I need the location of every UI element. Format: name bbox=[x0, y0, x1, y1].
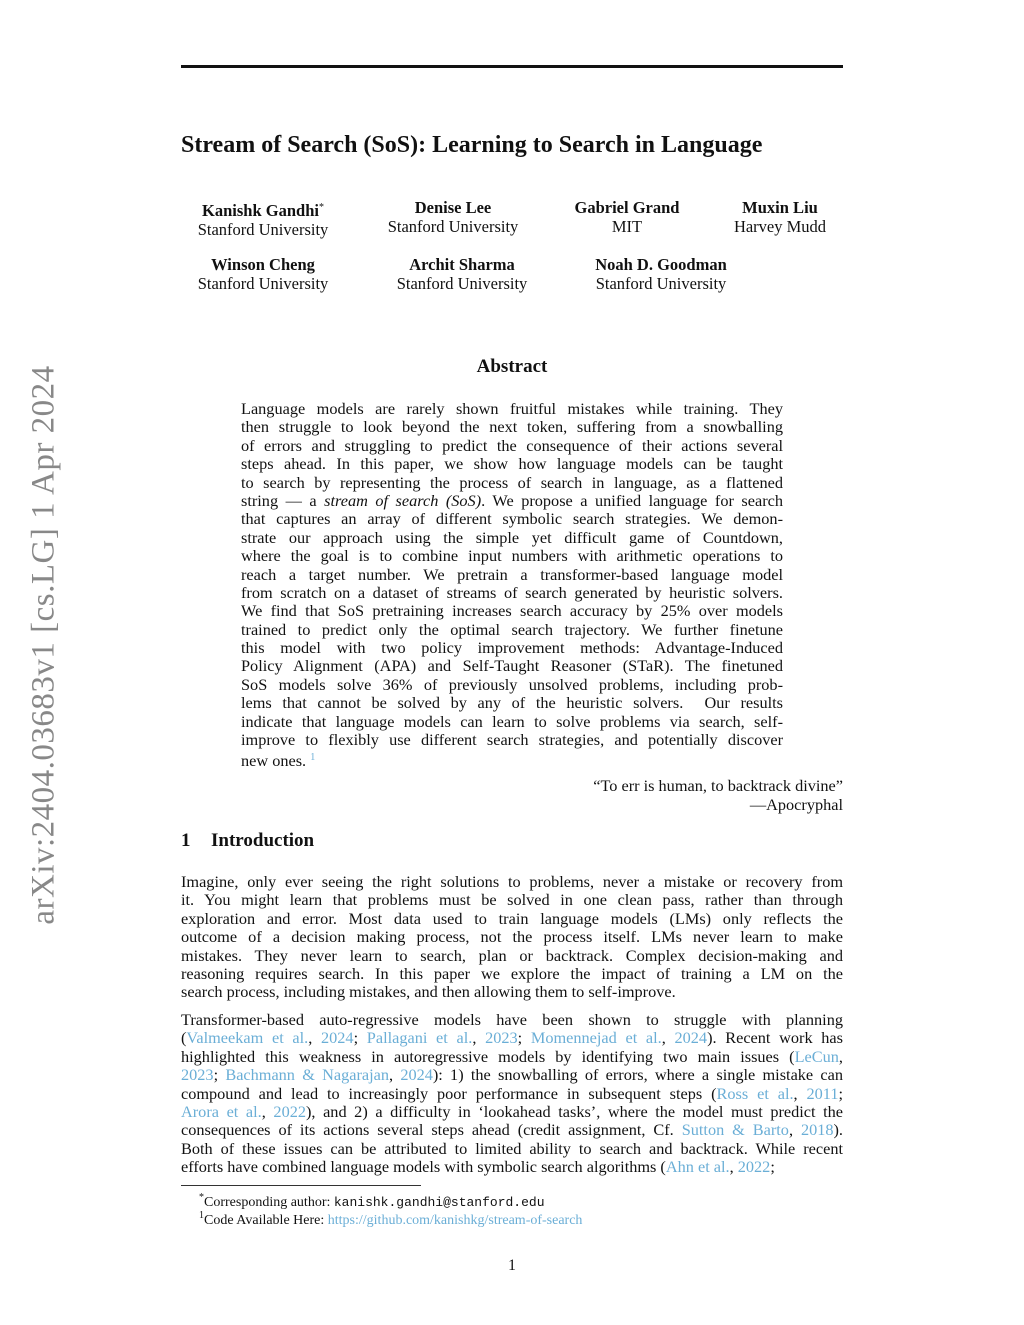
citation-link[interactable]: 2024 bbox=[674, 1028, 708, 1048]
text-line bbox=[241, 749, 783, 771]
text-segment: reasoning requires search. In this paper we explore the impact of training a LM on the bbox=[181, 963, 843, 983]
text-segment: ). Recent work has bbox=[707, 1028, 843, 1048]
text-segment: efforts have combined language models with symbolic search algorithms ( bbox=[181, 1157, 666, 1177]
text-segment: steps ahead. In this paper, we show how language models can be taught bbox=[241, 454, 783, 474]
text-line bbox=[181, 1085, 843, 1103]
citation-link[interactable]: 2023 bbox=[485, 1028, 518, 1048]
intro-paragraph-2 bbox=[181, 1011, 843, 1177]
author-name: Noah D. Goodman bbox=[595, 255, 727, 274]
text-line bbox=[181, 1029, 843, 1047]
text-line bbox=[181, 1121, 843, 1139]
text-segment: ; bbox=[770, 1157, 775, 1177]
text-segment: , bbox=[788, 1120, 801, 1140]
text-segment: Both of these issues can be attributed to limited ability to search and backtrack. While recent bbox=[181, 1138, 843, 1158]
section-number: 1 bbox=[181, 830, 191, 851]
text-segment: ; bbox=[213, 1065, 226, 1085]
text-line bbox=[181, 1140, 843, 1158]
author bbox=[163, 198, 363, 239]
author-affiliation: Stanford University bbox=[396, 274, 528, 293]
text-line bbox=[241, 566, 783, 584]
text-segment: strate our approach using the simple yet difficult game of Countdown, bbox=[241, 527, 783, 547]
text-segment: , bbox=[261, 1101, 274, 1121]
author-name: Denise Lee bbox=[414, 198, 492, 217]
citation-link[interactable]: Momennejad et al. bbox=[530, 1028, 662, 1048]
citation-link[interactable]: 2024 bbox=[400, 1065, 433, 1085]
text-line bbox=[241, 547, 783, 565]
text-line bbox=[181, 910, 843, 928]
abstract-heading: Abstract bbox=[476, 356, 548, 377]
text-line bbox=[241, 713, 783, 731]
text-segment: where the goal is to combine input numbers with arithmetic operations to bbox=[241, 546, 783, 566]
text-segment: Policy Alignment (APA) and Self-Taught Reasoner (STaR). The finetuned bbox=[241, 656, 783, 676]
author bbox=[561, 255, 761, 293]
text-line bbox=[181, 965, 843, 983]
text-line bbox=[181, 1103, 843, 1121]
text-line bbox=[241, 694, 783, 712]
footnote-text: Code Available Here: bbox=[204, 1213, 328, 1228]
text-line bbox=[241, 621, 783, 639]
text-segment: lems that cannot be solved by any of the heuristic solvers. Our results bbox=[241, 693, 783, 713]
text-segment: ; bbox=[838, 1083, 843, 1103]
text-line bbox=[181, 1158, 843, 1176]
author bbox=[353, 198, 553, 236]
text-segment: , bbox=[389, 1065, 401, 1085]
text-segment: string — a bbox=[241, 490, 325, 510]
text-segment: search process, including mistakes, and then allowing them to self-improve. bbox=[181, 982, 676, 1002]
epigraph-quote: “To err is human, to backtrack divine” bbox=[593, 776, 843, 795]
text-segment: ; bbox=[353, 1028, 367, 1048]
epigraph bbox=[593, 776, 843, 814]
text-segment: ). bbox=[833, 1120, 844, 1140]
author-affiliation: Stanford University bbox=[197, 274, 329, 293]
footnote-mark: 1 bbox=[199, 1210, 204, 1221]
text-line bbox=[241, 731, 783, 749]
text-line bbox=[241, 602, 783, 620]
author-mark: * bbox=[318, 202, 324, 213]
author-affiliation: Stanford University bbox=[197, 220, 329, 239]
text-segment: from scratch on a dataset of streams of search generated by heuristic solvers. bbox=[241, 582, 783, 602]
text-segment: exploration and error. Most data used to train language models (LMs) only reflects the bbox=[181, 908, 843, 928]
author bbox=[680, 198, 880, 236]
text-line bbox=[241, 437, 783, 455]
text-segment: Language models are rarely shown fruitful mistakes while training. They bbox=[241, 399, 783, 418]
author-affiliation: MIT bbox=[611, 217, 643, 236]
text-segment: improve to flexibly use different search strategies, and potentially discover bbox=[241, 730, 783, 750]
citation-link[interactable]: Valmeekam et al. bbox=[186, 1028, 309, 1048]
footnote-rule bbox=[181, 1185, 421, 1186]
text-line bbox=[241, 584, 783, 602]
arxiv-identifier: arXiv:2404.03683v1 [cs.LG] 1 Apr 2024 bbox=[25, 365, 62, 925]
text-segment: mistakes. They never learn to search, plan or backtrack. Complex decision-making and bbox=[181, 945, 843, 965]
page-number: 1 bbox=[508, 1257, 516, 1274]
text-segment: ( bbox=[181, 1028, 187, 1048]
footnote-mark: * bbox=[199, 1192, 204, 1203]
abstract-body bbox=[241, 399, 783, 771]
section-title: Introduction bbox=[211, 830, 315, 851]
author bbox=[362, 255, 562, 293]
text-line bbox=[241, 639, 783, 657]
text-segment: stream of search (SoS) bbox=[324, 490, 482, 510]
citation-link[interactable]: 2022 bbox=[273, 1101, 306, 1121]
citation-link[interactable]: Arora et al. bbox=[181, 1101, 262, 1121]
text-segment: , bbox=[661, 1028, 675, 1048]
text-segment: highlighted this weakness in autoregressive models by identifying two main issues ( bbox=[181, 1046, 795, 1066]
citation-link[interactable]: 2022 bbox=[737, 1157, 771, 1177]
text-segment: this model with two policy improvement methods: Advantage-Induced bbox=[241, 638, 783, 658]
text-segment: then struggle to look beyond the next token, suffering from a snowballing bbox=[241, 417, 783, 437]
email-link[interactable]: kanishk.gandhi@stanford.edu bbox=[333, 1195, 545, 1210]
text-line bbox=[181, 891, 843, 909]
text-line bbox=[181, 1048, 843, 1066]
author-affiliation: Stanford University bbox=[595, 274, 727, 293]
footnote-code bbox=[199, 1207, 582, 1230]
author-affiliation: Harvey Mudd bbox=[733, 217, 827, 236]
text-segment: ; bbox=[517, 1028, 531, 1048]
text-segment: it. You might learn that problems must be solved in one clean pass, rather than through bbox=[181, 890, 843, 910]
text-line bbox=[241, 492, 783, 510]
text-segment: , bbox=[472, 1028, 486, 1048]
text-segment: ): 1) the snowballing of errors, where a single mistake can bbox=[432, 1065, 843, 1085]
text-segment: ), and 2) a difficulty in ‘lookahead tasks’, where the model must predict the bbox=[305, 1101, 844, 1121]
text-line bbox=[181, 928, 843, 946]
author bbox=[163, 255, 363, 293]
citation-link[interactable]: Sutton & Barto bbox=[681, 1120, 789, 1140]
text-segment: reach a target number. We pretrain a transformer-based language model bbox=[241, 564, 783, 584]
citation-link[interactable]: LeCun bbox=[794, 1046, 839, 1066]
text-line bbox=[241, 529, 783, 547]
github-link[interactable]: https://github.com/kanishkg/stream-of-search bbox=[327, 1213, 583, 1228]
text-segment: , bbox=[838, 1046, 843, 1066]
top-rule bbox=[181, 65, 843, 68]
text-line bbox=[241, 418, 783, 436]
citation-link[interactable]: 2024 bbox=[321, 1028, 354, 1048]
citation-link[interactable]: Ross et al. bbox=[716, 1083, 794, 1103]
citation-link[interactable]: 2011 bbox=[806, 1083, 839, 1103]
author-name: Gabriel Grand bbox=[574, 198, 680, 217]
text-line bbox=[241, 510, 783, 528]
text-line bbox=[241, 474, 783, 492]
citation-link[interactable]: Bachmann & Nagarajan bbox=[225, 1065, 389, 1085]
text-line bbox=[181, 1011, 843, 1029]
text-line bbox=[181, 947, 843, 965]
section-heading bbox=[181, 830, 314, 852]
text-segment: new ones. bbox=[241, 751, 311, 771]
text-segment: . We propose a unified language for search bbox=[481, 490, 783, 510]
text-segment: of errors and struggling to predict the consequence of their actions several bbox=[241, 435, 783, 455]
intro-paragraph-1 bbox=[181, 873, 843, 1002]
text-segment: indicate that language models can learn to solve problems via search, self- bbox=[241, 711, 783, 731]
text-line bbox=[241, 400, 783, 418]
citation-link[interactable]: 2018 bbox=[800, 1120, 834, 1140]
author-affiliation: Stanford University bbox=[387, 217, 519, 236]
text-line bbox=[181, 983, 843, 1001]
text-segment: that captures an array of different symbolic search strategies. We demon- bbox=[241, 509, 783, 529]
author-name: Kanishk Gandhi bbox=[202, 201, 319, 220]
text-line bbox=[241, 455, 783, 473]
footnote-text: Corresponding author: bbox=[204, 1195, 334, 1210]
text-segment: consequences of its actions several steps ahead (credit assignment, Cf. bbox=[181, 1120, 682, 1140]
text-line bbox=[181, 873, 843, 891]
text-segment: SoS models solve 36% of previously unsolved problems, including prob- bbox=[241, 674, 783, 694]
text-segment: We find that SoS pretraining increases search accuracy by 25% over models bbox=[241, 601, 783, 621]
text-segment: trained to predict only the optimal search trajectory. We further finetune bbox=[241, 619, 783, 639]
text-segment: compound and lead to increasingly poor performance in subsequent steps ( bbox=[181, 1083, 717, 1103]
text-line bbox=[181, 1066, 843, 1084]
text-segment: outcome of a decision making process, not the process itself. LMs never learn to make bbox=[181, 927, 843, 947]
text-segment: Imagine, only ever seeing the right solutions to problems, never a mistake or recovery from bbox=[181, 872, 843, 891]
text-segment: to search by representing the process of search in language, as a flattened bbox=[241, 472, 783, 492]
text-line bbox=[241, 657, 783, 675]
citation-link[interactable]: 2023 bbox=[181, 1065, 214, 1085]
text-segment: , bbox=[729, 1157, 738, 1177]
paper-title: Stream of Search (SoS): Learning to Search in Language bbox=[181, 132, 763, 158]
text-segment: , bbox=[308, 1028, 321, 1048]
author-name: Archit Sharma bbox=[409, 255, 515, 274]
citation-link[interactable]: 1 bbox=[310, 752, 316, 764]
text-segment: Transformer-based auto-regressive models have been shown to struggle with planning bbox=[181, 1010, 843, 1029]
epigraph-attribution: —Apocryphal bbox=[749, 795, 843, 814]
text-segment: , bbox=[793, 1083, 807, 1103]
citation-link[interactable]: Ahn et al. bbox=[665, 1157, 730, 1177]
author-name: Winson Cheng bbox=[211, 255, 315, 274]
citation-link[interactable]: Pallagani et al. bbox=[366, 1028, 473, 1048]
author-name: Muxin Liu bbox=[742, 198, 818, 217]
text-line bbox=[241, 676, 783, 694]
